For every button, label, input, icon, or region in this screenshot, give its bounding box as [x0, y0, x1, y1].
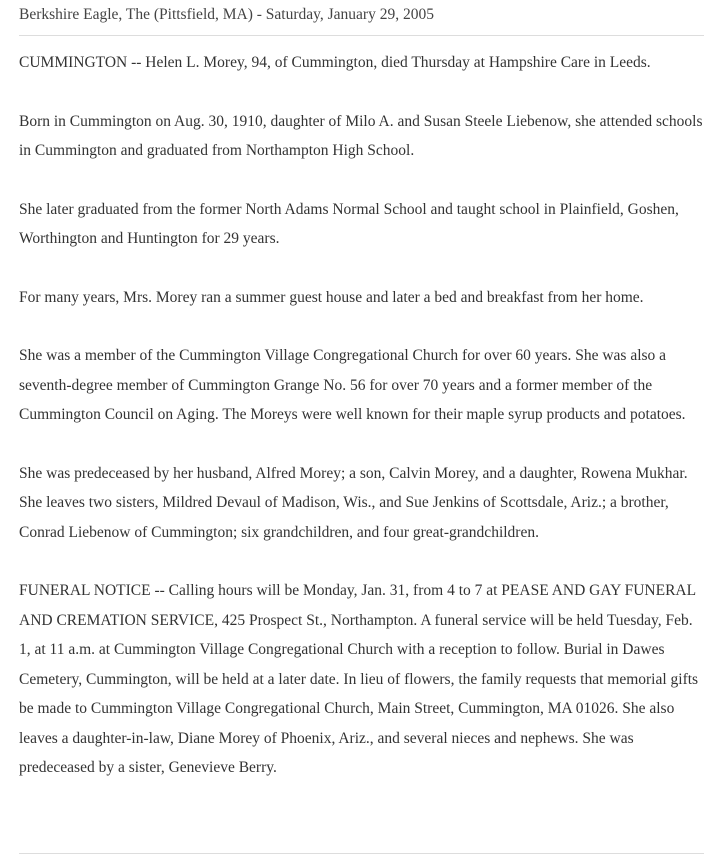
paragraph-memberships: She was a member of the Cummington Village Congregational Church for over 60 years. She was also a seventh-degree member of Cummington Grange No. 56 for over 70 years and a former member of the Cummington Council on Aging. The Moreys were well known for their maple syrup products and potatoes.	[19, 347, 686, 423]
source-dateline: Berkshire Eagle, The (Pittsfield, MA) - Saturday, January 29, 2005	[19, 6, 434, 23]
paragraph-birth: Born in Cummington on Aug. 30, 1910, daughter of Milo A. and Susan Steele Liebenow, she attended schools in Cummington and graduated from Northampton High School.	[19, 112, 703, 159]
bottom-divider	[19, 853, 704, 854]
paragraph-funeral-notice: FUNERAL NOTICE -- Calling hours will be Monday, Jan. 31, from 4 to 7 at PEASE AND GAY FUNERAL AND CREMATION SERVICE, 425 Prospect St., Northampton. A funeral service will be held Tuesday, Feb. 1, at 11 a.m. at Cummington Village Congregational Church with a reception to follow. Burial in Dawes Cemetery, Cummington, will be held at a later date. In lieu of flowers, the family requests that memorial gifts be made to Cummington Village Congregational Church, Main Street, Cummington, MA 01026. She also leaves a daughter-in-law, Diane Morey of Phoenix, Ariz., and several nieces and nephews. She was predeceased by a sister, Genevieve Berry.	[19, 582, 699, 776]
paragraph-lead: CUMMINGTON -- Helen L. Morey, 94, of Cummington, died Thursday at Hampshire Care in Leeds.	[19, 54, 651, 71]
paragraph-career: She later graduated from the former North Adams Normal School and taught school in Plainfield, Goshen, Worthington and Huntington for 29 years.	[19, 200, 679, 247]
paragraph-guest-house: For many years, Mrs. Morey ran a summer guest house and later a bed and breakfast from her home.	[19, 288, 644, 306]
top-divider	[19, 35, 704, 36]
obituary-article	[19, 48, 703, 812]
paragraph-survivors: She was predeceased by her husband, Alfred Morey; a son, Calvin Morey, and a daughter, Rowena Mukhar. She leaves two sisters, Mildred Devaul of Madison, Wis., and Sue Jenkins of Scottsdale, Ariz.; a brother, Conrad Liebenow of Cummington; six grandchildren, and four great-grandchildren.	[19, 464, 688, 541]
